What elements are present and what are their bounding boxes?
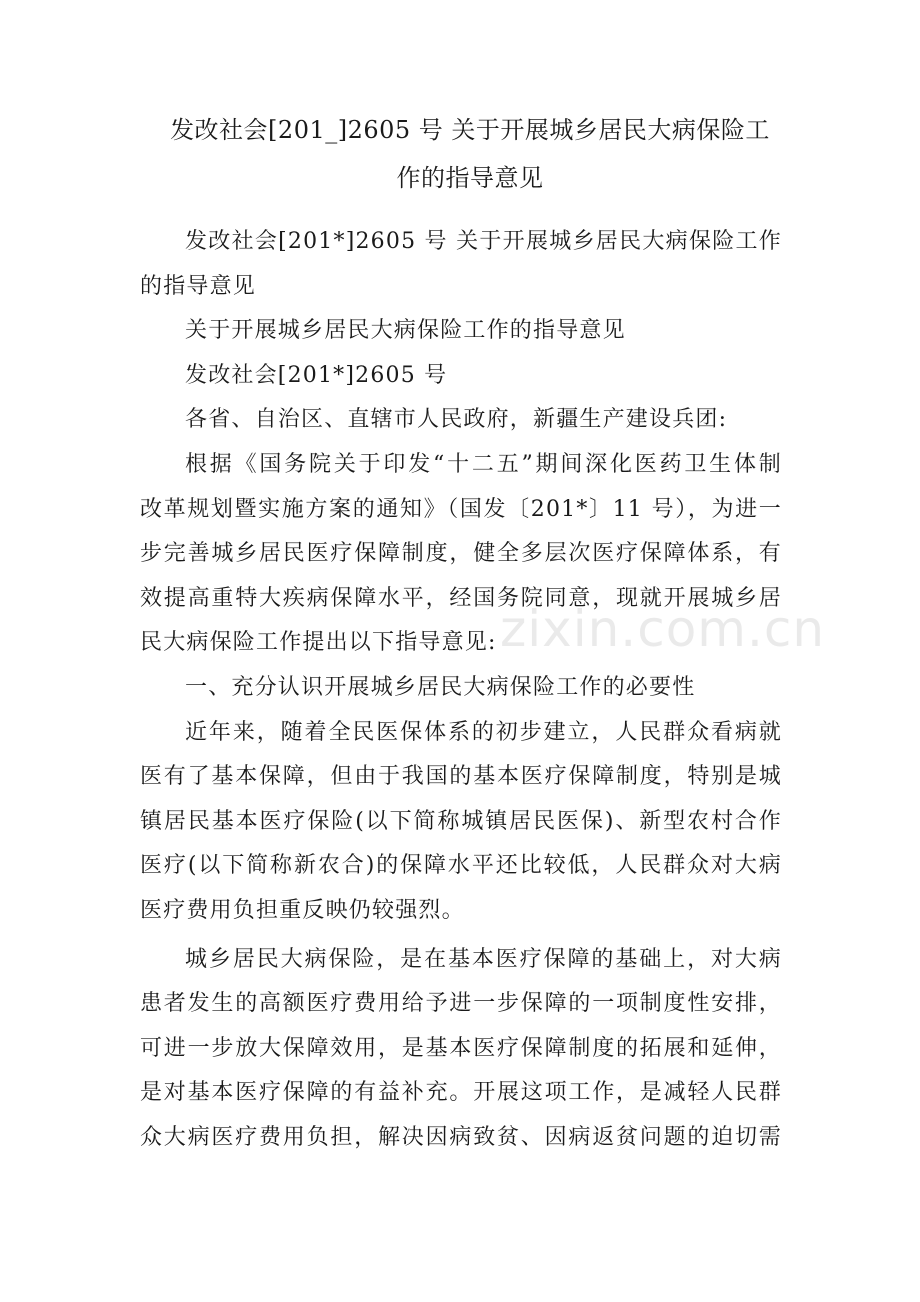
- paragraph-line: 近年来，随着全民医保体系的初步建立，人民群众看病就: [185, 719, 782, 745]
- watermark: zixin.com.cn: [500, 600, 826, 658]
- paragraph-line: 城乡居民大病保险，是在基本医疗保障的基础上，对大病: [185, 946, 782, 972]
- paragraph: [140, 309, 782, 354]
- paragraph-line: 发改社会[201*]2605 号: [185, 362, 448, 388]
- paragraph-line: 效提高重特大疾病保障水平，经国务院同意，现就开展城乡居: [140, 585, 782, 611]
- paragraph-line: 关于开展城乡居民大病保险工作的指导意见: [185, 318, 626, 344]
- paragraph: [140, 398, 782, 443]
- paragraph-line: 医疗(以下简称新农合)的保障水平还比较低，人民群众对大病: [140, 853, 782, 879]
- section-heading: 一、充分认识开展城乡居民大病保险工作的必要性: [185, 674, 696, 700]
- paragraph: [140, 711, 782, 934]
- paragraph-line: 可进一步放大保障效用，是基本医疗保障制度的拓展和延伸，: [140, 1035, 782, 1061]
- paragraph-line: 镇居民基本医疗保险(以下简称城镇居民医保)、新型农村合作: [140, 808, 782, 834]
- paragraph-line: 医有了基本保障，但由于我国的基本医疗保障制度，特别是城: [140, 764, 782, 790]
- title-line: 发改社会[201_]2605 号 关于开展城乡居民大病保险工: [170, 116, 770, 144]
- paragraph-line: 医疗费用负担重反映仍较强烈。: [140, 897, 465, 923]
- paragraph-line: 的指导意见: [140, 273, 257, 299]
- document-body: [140, 220, 782, 1160]
- paragraph-line: 发改社会[201*]2605 号 关于开展城乡居民大病保险工作: [185, 229, 782, 254]
- paragraph-line: 根据《国务院关于印发“十二五”期间深化医药卫生体制: [185, 451, 782, 477]
- paragraph-line: 各省、自治区、直辖市人民政府，新疆生产建设兵团:: [185, 407, 728, 433]
- paragraph: [140, 443, 782, 666]
- paragraph: [140, 354, 782, 399]
- paragraph-line: 众大病医疗费用负担，解决因病致贫、因病返贫问题的迫切需: [140, 1124, 782, 1150]
- title-line: 作的指导意见: [396, 164, 544, 192]
- paragraph-line: 改革规划暨实施方案的通知》（国发〔201*〕11 号），为进一: [140, 496, 782, 522]
- paragraph: [140, 220, 782, 309]
- paragraph-line: 患者发生的高额医疗费用给予进一步保障的一项制度性安排，: [140, 991, 782, 1017]
- paragraph: [140, 938, 782, 1161]
- paragraph-line: 民大病保险工作提出以下指导意见:: [140, 630, 497, 656]
- paragraph: [140, 666, 782, 711]
- paragraph-line: 步完善城乡居民医疗保障制度，健全多层次医疗保障体系，有: [140, 541, 782, 567]
- paragraph-line: 是对基本医疗保障的有益补充。开展这项工作，是减轻人民群: [140, 1080, 782, 1106]
- document-title: [140, 106, 800, 202]
